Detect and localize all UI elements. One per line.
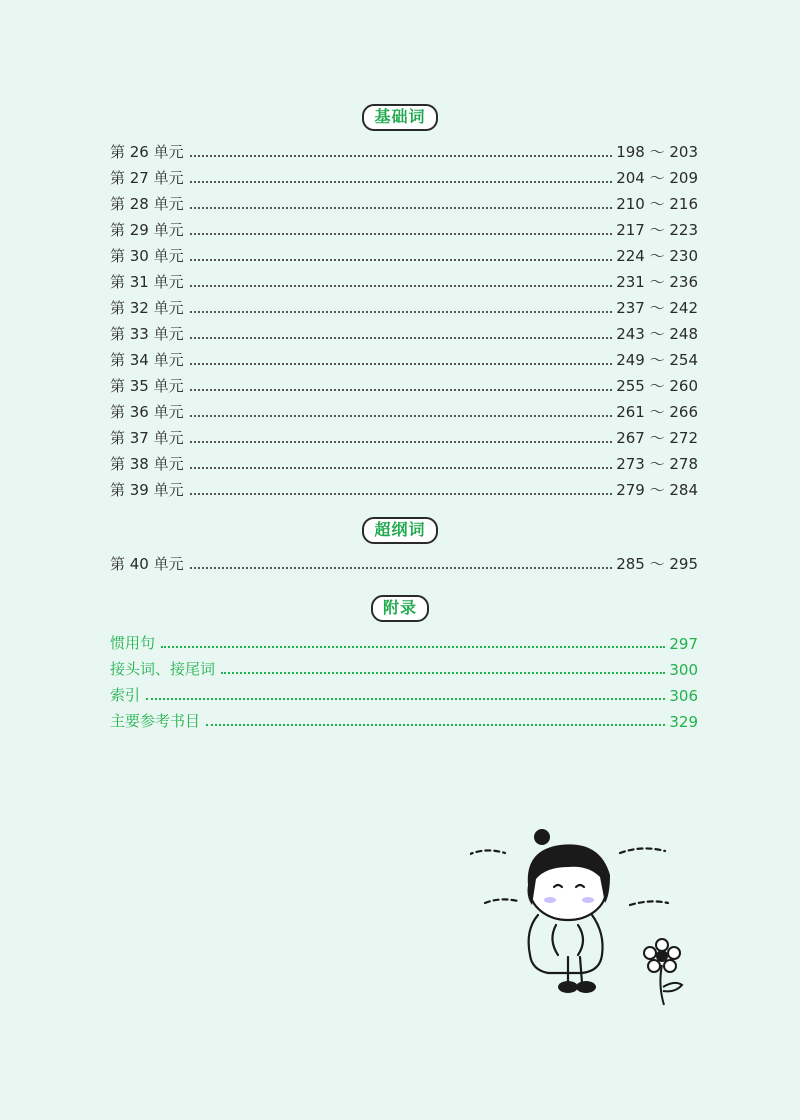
dot-leader (206, 723, 665, 726)
entry-pages: 243 ～ 248 (616, 325, 698, 343)
toc-entry[interactable] (110, 370, 698, 396)
dot-leader (190, 362, 613, 365)
dot-leader (190, 180, 613, 183)
toc-list-basic (110, 136, 698, 500)
toc-entry[interactable] (110, 653, 698, 679)
toc-entry[interactable] (110, 705, 698, 731)
toc-entry[interactable] (110, 240, 698, 266)
entry-pages: 255 ～ 260 (616, 377, 698, 395)
entry-label: 第 40 单元 (110, 555, 184, 573)
toc-entry[interactable] (110, 679, 698, 705)
dot-leader (190, 284, 613, 287)
girl-with-flower-icon (470, 815, 700, 1015)
entry-label: 第 29 单元 (110, 221, 184, 239)
dot-leader (190, 154, 613, 157)
entry-pages: 297 (669, 635, 698, 653)
entry-label: 第 36 单元 (110, 403, 184, 421)
entry-pages: 285 ～ 295 (616, 555, 698, 573)
entry-label: 接头词、接尾词 (110, 660, 216, 678)
toc-entry[interactable] (110, 292, 698, 318)
dot-leader (190, 388, 613, 391)
dot-leader (190, 258, 613, 261)
toc-entry[interactable] (110, 266, 698, 292)
entry-label: 第 31 单元 (110, 273, 184, 291)
entry-label: 第 30 单元 (110, 247, 184, 265)
entry-label: 第 38 单元 (110, 455, 184, 473)
entry-label: 第 26 单元 (110, 143, 184, 161)
section-title-advanced: 超纲词 (362, 517, 437, 544)
section-header-appendix (0, 595, 800, 622)
toc-entry[interactable] (110, 627, 698, 653)
toc-entry[interactable] (110, 188, 698, 214)
dot-leader (190, 440, 613, 443)
section-header-advanced (0, 517, 800, 544)
toc-entry[interactable] (110, 136, 698, 162)
toc-entry[interactable] (110, 448, 698, 474)
entry-pages: 224 ～ 230 (616, 247, 698, 265)
entry-pages: 217 ～ 223 (616, 221, 698, 239)
entry-label: 惯用句 (110, 634, 156, 652)
dot-leader (190, 206, 613, 209)
toc-entry[interactable] (110, 344, 698, 370)
toc-list-advanced (110, 548, 698, 574)
entry-pages: 273 ～ 278 (616, 455, 698, 473)
entry-pages: 198 ～ 203 (616, 143, 698, 161)
dot-leader (190, 466, 613, 469)
toc-entry[interactable] (110, 474, 698, 500)
dot-leader (190, 336, 613, 339)
toc-entry[interactable] (110, 422, 698, 448)
section-title-basic: 基础词 (362, 104, 437, 131)
toc-entry[interactable] (110, 162, 698, 188)
toc-entry[interactable] (110, 318, 698, 344)
dot-leader (161, 645, 665, 648)
section-header-basic (0, 104, 800, 131)
dot-leader (190, 232, 613, 235)
entry-label: 第 35 单元 (110, 377, 184, 395)
entry-pages: 329 (669, 713, 698, 731)
entry-pages: 249 ～ 254 (616, 351, 698, 369)
entry-pages: 210 ～ 216 (616, 195, 698, 213)
entry-label: 第 28 单元 (110, 195, 184, 213)
entry-pages: 279 ～ 284 (616, 481, 698, 499)
entry-pages: 261 ～ 266 (616, 403, 698, 421)
entry-pages: 231 ～ 236 (616, 273, 698, 291)
dot-leader (190, 566, 613, 569)
toc-entry[interactable] (110, 548, 698, 574)
dot-leader (190, 414, 613, 417)
entry-label: 第 33 单元 (110, 325, 184, 343)
toc-entry[interactable] (110, 396, 698, 422)
toc-entry[interactable] (110, 214, 698, 240)
dot-leader (190, 310, 613, 313)
dot-leader (146, 697, 665, 700)
entry-pages: 237 ～ 242 (616, 299, 698, 317)
dot-leader (190, 492, 613, 495)
entry-label: 索引 (110, 686, 141, 704)
entry-label: 第 27 单元 (110, 169, 184, 187)
entry-pages: 300 (669, 661, 698, 679)
entry-pages: 267 ～ 272 (616, 429, 698, 447)
section-title-appendix: 附录 (371, 595, 429, 622)
entry-label: 第 39 单元 (110, 481, 184, 499)
entry-pages: 306 (669, 687, 698, 705)
dot-leader (221, 671, 665, 674)
entry-label: 主要参考书目 (110, 712, 201, 730)
toc-list-appendix (110, 627, 698, 731)
entry-label: 第 34 单元 (110, 351, 184, 369)
entry-pages: 204 ～ 209 (616, 169, 698, 187)
entry-label: 第 37 单元 (110, 429, 184, 447)
entry-label: 第 32 单元 (110, 299, 184, 317)
